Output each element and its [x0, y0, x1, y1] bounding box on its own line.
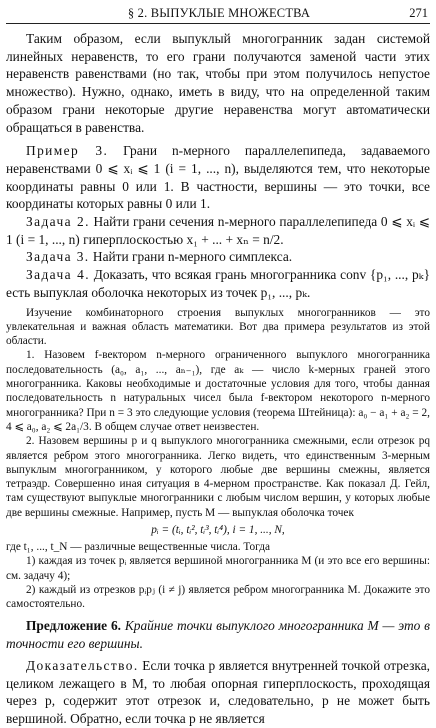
proof-text: Если точка p является внутренней точкой отрезка, целиком лежащего в M, то любая опорная гиперплоскость, проходящая через p, содержит этот отрезок и, следовательно, p не может быть вершиной. Обратно, если точка p не является: [6, 657, 430, 726]
page-body: [6, 30, 430, 728]
proof-label: Доказательство.: [26, 657, 139, 673]
small-note-intro: Изучение комбинаторного строения выпуклых многогранников — это увлекательная и важная область математики. Вот два примера результатов из этой области.: [6, 306, 430, 348]
task-2-label: Задача 2.: [26, 214, 90, 230]
moment-curve-formula: pᵢ = (tᵢ, tᵢ², tᵢ³, tᵢ⁴), i = 1, ..., N,: [151, 524, 285, 536]
example-3: [6, 142, 430, 213]
proof: [6, 657, 430, 728]
task-3: [6, 248, 430, 266]
page-number: 271: [409, 6, 428, 20]
small-note-where: где t₁, ..., t_N — различные вещественные числа. Тогда: [6, 541, 270, 553]
task-2: [6, 213, 430, 248]
header-rule: [6, 23, 430, 24]
example-3-text: Грани n-мерного параллелепипеда, задаваемого неравенствами 0 ⩽ xᵢ ⩽ 1 (i = 1, ..., n), выделяются тем, что некоторые координаты равны 0 или 1. В частности, вершины — это точки, все координаты которых равны 0 или 1.: [6, 143, 430, 212]
task-2-text: Найти грани сечения n-мерного параллелепипеда 0 ⩽ xᵢ ⩽ 1 (i = 1, ..., n) гиперплоскостью x₁ + ... + xₙ = n/2.: [6, 214, 430, 247]
proposition-6: [6, 617, 430, 652]
task-3-label: Задача 3.: [26, 249, 90, 265]
small-note-neighborly: 2. Назовем вершины p и q выпуклого многогранника смежными, если отрезок pq является ребром этого многогранника. Легко видеть, что единственным 3-мерным выпуклым многогранником, у которого любые две вершины смежны, является тетраэдр. Совершенно иная ситуация в 4-мерном пространстве. Как показал Д. Гейл, там существуют выпуклые многогранники с любым числом вершин, у которых любые две вершины смежные. Например, пусть M — выпуклая оболочка точек: [6, 435, 430, 519]
example-3-label: Пример 3.: [26, 143, 109, 159]
small-note-item-1: 1) каждая из точек pᵢ является вершиной многогранника M (и это все его вершины: см. задачу 4);: [6, 555, 430, 582]
task-4-text: Доказать, что всякая грань многогранника conv {p₁, ..., pₖ} есть выпуклая оболочка некоторых из точек p₁, ..., pₖ.: [6, 267, 430, 300]
task-4: [6, 266, 430, 301]
section-title: § 2. ВЫПУКЛЫЕ МНОЖЕСТВА: [127, 6, 311, 20]
running-head: [6, 4, 432, 22]
proposition-6-label: Предложение 6.: [26, 618, 122, 634]
paragraph-intro: Таким образом, если выпуклый многогранник задан системой линейных неравенств, то его грани получаются заменой части этих неравенств равенствами (но так, чтобы при этом получилось непустое множество). Нужно, однако, иметь в виду, что на определенной таким образом грани некоторые другие неравенства могут автоматически обращаться в равенства.: [6, 31, 430, 135]
task-4-label: Задача 4.: [26, 267, 90, 283]
task-3-text: Найти грани n-мерного симплекса.: [89, 249, 293, 265]
small-note-f-vector: 1. Назовем f-вектором n-мерного ограниченного выпуклого многогранника последовательность (a₀, a₁, ..., aₙ₋₁), где aₖ — число k-мерных граней этого многогранника. Каковы необходимые и достаточные условия для того, чтобы данная последовательность n натуральных чисел была f-вектором некоторого n-мерного многогранника? При n = 3 это следующие условия (теорема Штейница): a₀ − a₁ + a₂ = 2, 4 ⩽ a₀, a₂ ⩽ 2a₁/3. В общем случае ответ неизвестен.: [6, 349, 430, 433]
proposition-6-text: Крайние точки выпуклого многогранника M — это в точности его вершины.: [6, 618, 430, 652]
small-note-item-2: 2) каждый из отрезков pᵢpⱼ (i ≠ j) является ребром многогранника M. Докажите это самостоятельно.: [6, 583, 430, 611]
